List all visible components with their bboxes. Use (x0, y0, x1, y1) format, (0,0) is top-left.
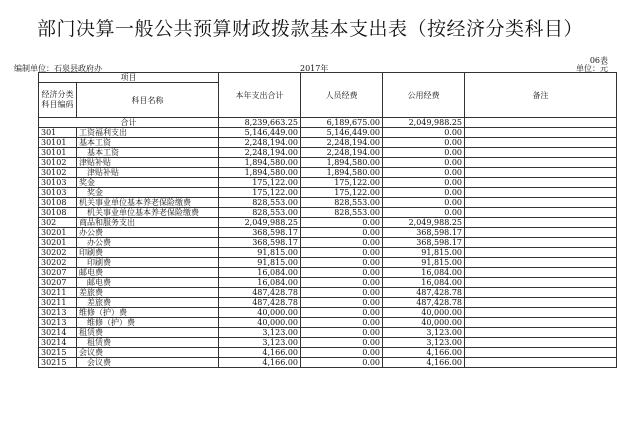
total-remark (465, 118, 617, 128)
row-code: 30215 (39, 348, 77, 358)
table-row (39, 338, 617, 348)
row-public: 4,166.00 (383, 358, 465, 368)
row-name: 商品和服务支出 (77, 218, 219, 228)
row-name: 租赁费 (77, 338, 219, 348)
row-public: 487,428.78 (383, 288, 465, 298)
row-personnel: 0.00 (301, 298, 383, 308)
row-public: 91,815.00 (383, 258, 465, 268)
row-name: 租赁费 (77, 328, 219, 338)
row-name: 基本工资 (77, 148, 219, 158)
row-total: 368,598.17 (219, 238, 301, 248)
form-number: 06表 (589, 56, 608, 65)
page-title: 部门决算一般公共预算财政拨款基本支出表（按经济分类科目） (36, 18, 583, 40)
row-public: 0.00 (383, 188, 465, 198)
row-total: 40,000.00 (219, 308, 301, 318)
row-remark (465, 288, 617, 298)
total-personnel: 6,189,675.00 (301, 118, 383, 128)
expenditure-table (38, 72, 617, 368)
total-amount: 8,239,663.25 (219, 118, 301, 128)
row-personnel: 0.00 (301, 308, 383, 318)
row-remark (465, 218, 617, 228)
row-public: 0.00 (383, 158, 465, 168)
table-row (39, 138, 617, 148)
row-personnel: 175,122.00 (301, 188, 383, 198)
row-code: 30211 (39, 288, 77, 298)
row-public: 91,815.00 (383, 248, 465, 258)
row-name: 维修（护）费 (77, 308, 219, 318)
row-personnel: 0.00 (301, 238, 383, 248)
row-remark (465, 208, 617, 218)
row-code: 30202 (39, 248, 77, 258)
row-code: 30215 (39, 358, 77, 368)
row-public: 3,123.00 (383, 338, 465, 348)
row-name: 办公费 (77, 228, 219, 238)
row-name: 邮电费 (77, 278, 219, 288)
row-name: 奖金 (77, 188, 219, 198)
row-code: 30102 (39, 158, 77, 168)
row-public: 487,428.78 (383, 298, 465, 308)
row-total: 91,815.00 (219, 248, 301, 258)
row-remark (465, 308, 617, 318)
row-total: 4,166.00 (219, 348, 301, 358)
table-row (39, 268, 617, 278)
row-total: 16,084.00 (219, 278, 301, 288)
row-code: 30207 (39, 268, 77, 278)
row-personnel: 0.00 (301, 338, 383, 348)
row-personnel: 0.00 (301, 258, 383, 268)
total-label: 合计 (39, 118, 219, 128)
row-public: 0.00 (383, 138, 465, 148)
row-code: 30202 (39, 258, 77, 268)
table-row (39, 358, 617, 368)
row-remark (465, 128, 617, 138)
row-total: 487,428.78 (219, 298, 301, 308)
table-row (39, 188, 617, 198)
row-code: 30213 (39, 318, 77, 328)
row-personnel: 5,146,449.00 (301, 128, 383, 138)
header-code: 经济分类科目编码 (39, 83, 77, 118)
row-public: 40,000.00 (383, 308, 465, 318)
table-row (39, 128, 617, 138)
table-row (39, 208, 617, 218)
row-public: 16,084.00 (383, 268, 465, 278)
row-public: 368,598.17 (383, 238, 465, 248)
row-public: 0.00 (383, 128, 465, 138)
row-code: 30103 (39, 188, 77, 198)
row-personnel: 2,248,194.00 (301, 148, 383, 158)
row-name: 办公费 (77, 238, 219, 248)
currency-unit: 单位：元 (576, 64, 608, 73)
row-name: 邮电费 (77, 268, 219, 278)
row-remark (465, 278, 617, 288)
row-name: 差旅费 (77, 288, 219, 298)
row-total: 2,049,988.25 (219, 218, 301, 228)
table-row (39, 158, 617, 168)
row-personnel: 0.00 (301, 318, 383, 328)
row-code: 30101 (39, 138, 77, 148)
row-name: 会议费 (77, 358, 219, 368)
row-code: 30201 (39, 238, 77, 248)
row-personnel: 175,122.00 (301, 178, 383, 188)
table-row (39, 348, 617, 358)
row-total: 828,553.00 (219, 208, 301, 218)
row-name: 会议费 (77, 348, 219, 358)
total-row (39, 118, 617, 128)
table-row (39, 198, 617, 208)
row-public: 2,049,988.25 (383, 218, 465, 228)
row-name: 差旅费 (77, 298, 219, 308)
row-total: 5,146,449.00 (219, 128, 301, 138)
table-row (39, 318, 617, 328)
row-code: 30108 (39, 198, 77, 208)
row-total: 3,123.00 (219, 338, 301, 348)
row-name: 印刷费 (77, 248, 219, 258)
row-personnel: 0.00 (301, 218, 383, 228)
header-remark: 备注 (465, 73, 617, 118)
row-remark (465, 158, 617, 168)
row-remark (465, 338, 617, 348)
row-personnel: 828,553.00 (301, 208, 383, 218)
row-name: 机关事业单位基本养老保险缴费 (77, 198, 219, 208)
table-row (39, 328, 617, 338)
row-total: 91,815.00 (219, 258, 301, 268)
row-remark (465, 188, 617, 198)
row-remark (465, 268, 617, 278)
row-total: 2,248,194.00 (219, 148, 301, 158)
row-personnel: 0.00 (301, 278, 383, 288)
row-total: 828,553.00 (219, 198, 301, 208)
row-name: 奖金 (77, 178, 219, 188)
table-row (39, 148, 617, 158)
row-public: 3,123.00 (383, 328, 465, 338)
row-total: 487,428.78 (219, 288, 301, 298)
row-personnel: 828,553.00 (301, 198, 383, 208)
row-remark (465, 138, 617, 148)
row-remark (465, 318, 617, 328)
table-row (39, 168, 617, 178)
table-row (39, 238, 617, 248)
table-row (39, 308, 617, 318)
row-remark (465, 198, 617, 208)
row-public: 40,000.00 (383, 318, 465, 328)
row-personnel: 0.00 (301, 248, 383, 258)
row-total: 175,122.00 (219, 188, 301, 198)
row-public: 0.00 (383, 198, 465, 208)
row-remark (465, 178, 617, 188)
table-row (39, 248, 617, 258)
row-total: 2,248,194.00 (219, 138, 301, 148)
row-public: 368,598.17 (383, 228, 465, 238)
row-name: 机关事业单位基本养老保险缴费 (77, 208, 219, 218)
row-code: 30108 (39, 208, 77, 218)
row-remark (465, 228, 617, 238)
row-remark (465, 238, 617, 248)
row-total: 175,122.00 (219, 178, 301, 188)
row-personnel: 0.00 (301, 328, 383, 338)
header-total: 本年支出合计 (219, 73, 301, 118)
row-personnel: 2,248,194.00 (301, 138, 383, 148)
row-code: 301 (39, 128, 77, 138)
row-personnel: 0.00 (301, 288, 383, 298)
row-code: 302 (39, 218, 77, 228)
row-code: 30213 (39, 308, 77, 318)
row-name: 印刷费 (77, 258, 219, 268)
row-code: 30102 (39, 168, 77, 178)
row-code: 30201 (39, 228, 77, 238)
row-personnel: 0.00 (301, 228, 383, 238)
row-remark (465, 168, 617, 178)
row-total: 1,894,580.00 (219, 168, 301, 178)
row-code: 30103 (39, 178, 77, 188)
table-row (39, 298, 617, 308)
header-project: 项目 (39, 73, 219, 83)
row-public: 0.00 (383, 168, 465, 178)
row-total: 3,123.00 (219, 328, 301, 338)
row-public: 16,084.00 (383, 278, 465, 288)
row-total: 1,894,580.00 (219, 158, 301, 168)
row-total: 40,000.00 (219, 318, 301, 328)
table-row (39, 228, 617, 238)
table-row (39, 178, 617, 188)
row-personnel: 0.00 (301, 348, 383, 358)
row-public: 0.00 (383, 208, 465, 218)
row-personnel: 1,894,580.00 (301, 168, 383, 178)
row-code: 30101 (39, 148, 77, 158)
row-name: 基本工资 (77, 138, 219, 148)
row-remark (465, 328, 617, 338)
row-public: 4,166.00 (383, 348, 465, 358)
row-name: 津贴补贴 (77, 168, 219, 178)
row-remark (465, 358, 617, 368)
row-name: 津贴补贴 (77, 158, 219, 168)
header-name: 科目名称 (77, 83, 219, 118)
row-remark (465, 248, 617, 258)
table-row (39, 218, 617, 228)
row-remark (465, 348, 617, 358)
row-personnel: 1,894,580.00 (301, 158, 383, 168)
report-year: 2017年 (300, 64, 329, 73)
row-remark (465, 298, 617, 308)
row-name: 维修（护）费 (77, 318, 219, 328)
row-remark (465, 258, 617, 268)
table-row (39, 258, 617, 268)
row-remark (465, 148, 617, 158)
table-row (39, 288, 617, 298)
table-row (39, 278, 617, 288)
row-code: 30211 (39, 298, 77, 308)
total-public: 2,049,988.25 (383, 118, 465, 128)
row-code: 30207 (39, 278, 77, 288)
row-personnel: 0.00 (301, 358, 383, 368)
row-total: 4,166.00 (219, 358, 301, 368)
row-code: 30214 (39, 328, 77, 338)
row-public: 0.00 (383, 178, 465, 188)
row-code: 30214 (39, 338, 77, 348)
row-total: 368,598.17 (219, 228, 301, 238)
header-personnel: 人员经费 (301, 73, 383, 118)
row-public: 0.00 (383, 148, 465, 158)
row-total: 16,084.00 (219, 268, 301, 278)
row-personnel: 0.00 (301, 268, 383, 278)
prepared-by: 编制单位：石泉县政府办 (14, 64, 102, 73)
header-public: 公用经费 (383, 73, 465, 118)
row-name: 工资福利支出 (77, 128, 219, 138)
